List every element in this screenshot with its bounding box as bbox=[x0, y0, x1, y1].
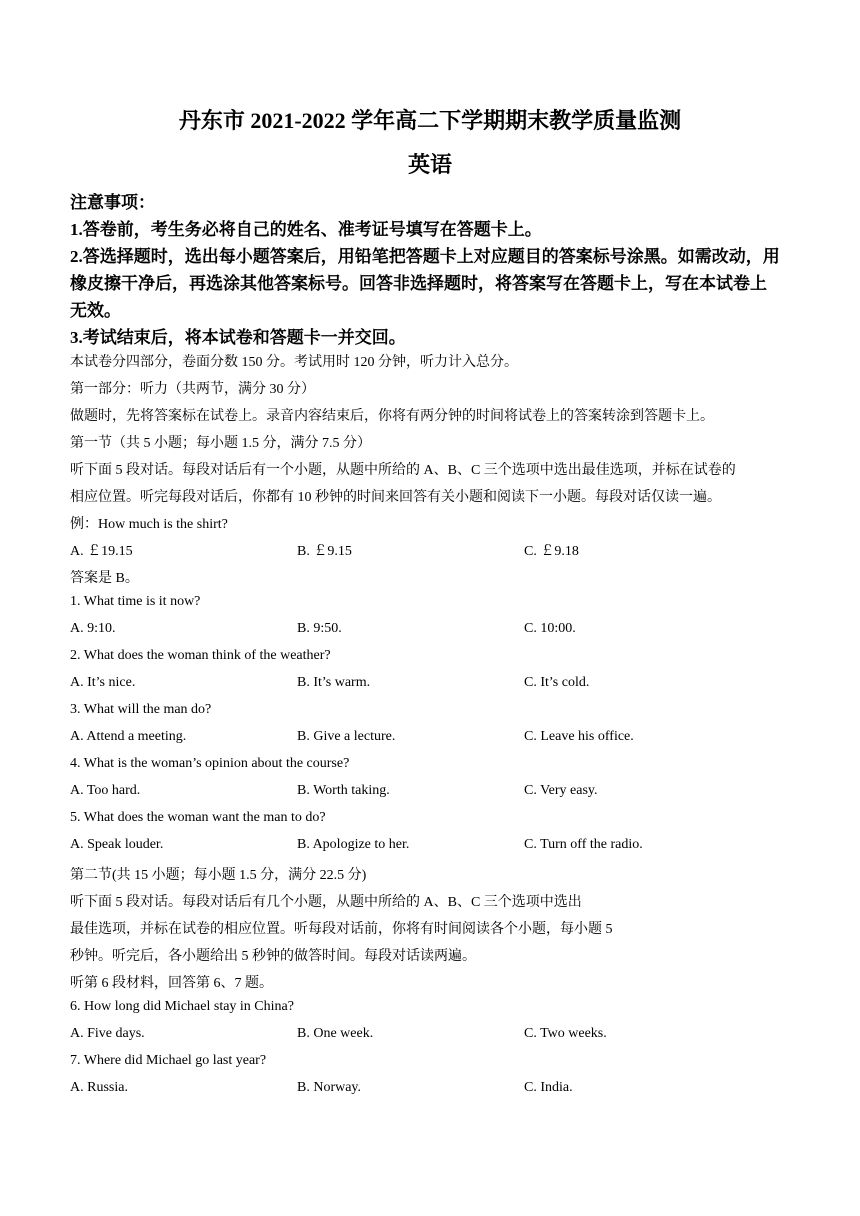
q4-option-b: B. Worth taking. bbox=[297, 783, 390, 798]
question-5: 5. What does the woman want the man to do? bbox=[70, 810, 326, 825]
part1-title: 第一部分：听力（共两节，满分 30 分） bbox=[70, 382, 315, 397]
q6-option-c: C. Two weeks. bbox=[524, 1026, 607, 1041]
q2-option-a: A. It’s nice. bbox=[70, 675, 136, 690]
q1-option-b: B. 9:50. bbox=[297, 621, 342, 636]
section2-title: 第二节(共 15 小题；每小题 1.5 分，满分 22.5 分) bbox=[70, 868, 367, 883]
example-option-b: B. ￡9.15 bbox=[297, 544, 352, 559]
subject-title: 英语 bbox=[407, 152, 452, 177]
q1-option-a: A. 9:10. bbox=[70, 621, 116, 636]
q2-option-c: C. It’s cold. bbox=[524, 675, 590, 690]
question-1: 1. What time is it now? bbox=[70, 594, 201, 609]
question-7: 7. Where did Michael go last year? bbox=[70, 1053, 267, 1068]
notice-heading: 注意事项： bbox=[70, 193, 155, 212]
part1-instructions: 做题时，先将答案标在试卷上。录音内容结束后，你将有两分钟的时间将试卷上的答案转涂到答题卡上。 bbox=[70, 409, 714, 424]
notice-item-2-line-1: 2.答选择题时，选出每小题答案后，用铅笔把答题卡上对应题目的答案标号涂黑。如需改动，用 bbox=[70, 247, 780, 266]
notice-item-1: 1.答卷前，考生务必将自己的姓名、准考证号填写在答题卡上。 bbox=[70, 220, 542, 239]
q7-option-b: B. Norway. bbox=[297, 1080, 362, 1095]
question-4: 4. What is the woman’s opinion about the course? bbox=[70, 756, 350, 771]
q3-option-b: B. Give a lecture. bbox=[297, 729, 396, 744]
q4-option-c: C. Very easy. bbox=[524, 783, 598, 798]
notice-item-2-line-2: 橡皮擦干净后，再选涂其他答案标号。回答非选择题时，将答案写在答题卡上，写在本试卷上 bbox=[70, 274, 767, 293]
example-question: 例：How much is the shirt? bbox=[70, 517, 228, 532]
notice-item-2-line-3: 无效。 bbox=[70, 301, 121, 320]
q5-option-b: B. Apologize to her. bbox=[297, 837, 410, 852]
q3-option-c: C. Leave his office. bbox=[524, 729, 634, 744]
notice-item-3: 3.考试结束后，将本试卷和答题卡一并交回。 bbox=[70, 328, 406, 347]
q3-option-a: A. Attend a meeting. bbox=[70, 729, 187, 744]
example-option-a: A. ￡19.15 bbox=[70, 544, 133, 559]
q6-option-b: B. One week. bbox=[297, 1026, 374, 1041]
section2-instructions-line-3: 秒钟。听完后，各小题给出 5 秒钟的做答时间。每段对话读两遍。 bbox=[70, 949, 476, 964]
q5-option-a: A. Speak louder. bbox=[70, 837, 164, 852]
paper-info: 本试卷分四部分，卷面分数 150 分。考试用时 120 分钟，听力计入总分。 bbox=[70, 355, 518, 370]
exam-title: 丹东市 2021-2022 学年高二下学期期末教学质量监测 bbox=[178, 108, 682, 133]
example-answer: 答案是 B。 bbox=[70, 571, 139, 586]
question-6: 6. How long did Michael stay in China? bbox=[70, 999, 294, 1014]
question-2: 2. What does the woman think of the weather? bbox=[70, 648, 331, 663]
section2-instructions-line-1: 听下面 5 段对话。每段对话后有几个小题，从题中所给的 A、B、C 三个选项中选出 bbox=[70, 895, 582, 910]
q4-option-a: A. Too hard. bbox=[70, 783, 141, 798]
q1-option-c: C. 10:00. bbox=[524, 621, 576, 636]
section1-instructions-line-2: 相应位置。听完每段对话后，你都有 10 秒钟的时间来回答有关小题和阅读下一小题。每段对话仅读一遍。 bbox=[70, 490, 721, 505]
q7-option-a: A. Russia. bbox=[70, 1080, 128, 1095]
section2-instructions-line-2: 最佳选项，并标在试卷的相应位置。听每段对话前，你将有时间阅读各个小题，每小题 5 bbox=[70, 922, 613, 937]
q6-option-a: A. Five days. bbox=[70, 1026, 145, 1041]
question-3: 3. What will the man do? bbox=[70, 702, 212, 717]
section1-instructions-line-1: 听下面 5 段对话。每段对话后有一个小题，从题中所给的 A、B、C 三个选项中选出最佳选项，并标在试卷的 bbox=[70, 463, 736, 478]
material-6-note: 听第 6 段材料，回答第 6、7 题。 bbox=[70, 976, 273, 991]
q2-option-b: B. It’s warm. bbox=[297, 675, 371, 690]
q5-option-c: C. Turn off the radio. bbox=[524, 837, 643, 852]
section1-title: 第一节（共 5 小题；每小题 1.5 分，满分 7.5 分） bbox=[70, 436, 371, 451]
example-option-c: C. ￡9.18 bbox=[524, 544, 579, 559]
q7-option-c: C. India. bbox=[524, 1080, 573, 1095]
